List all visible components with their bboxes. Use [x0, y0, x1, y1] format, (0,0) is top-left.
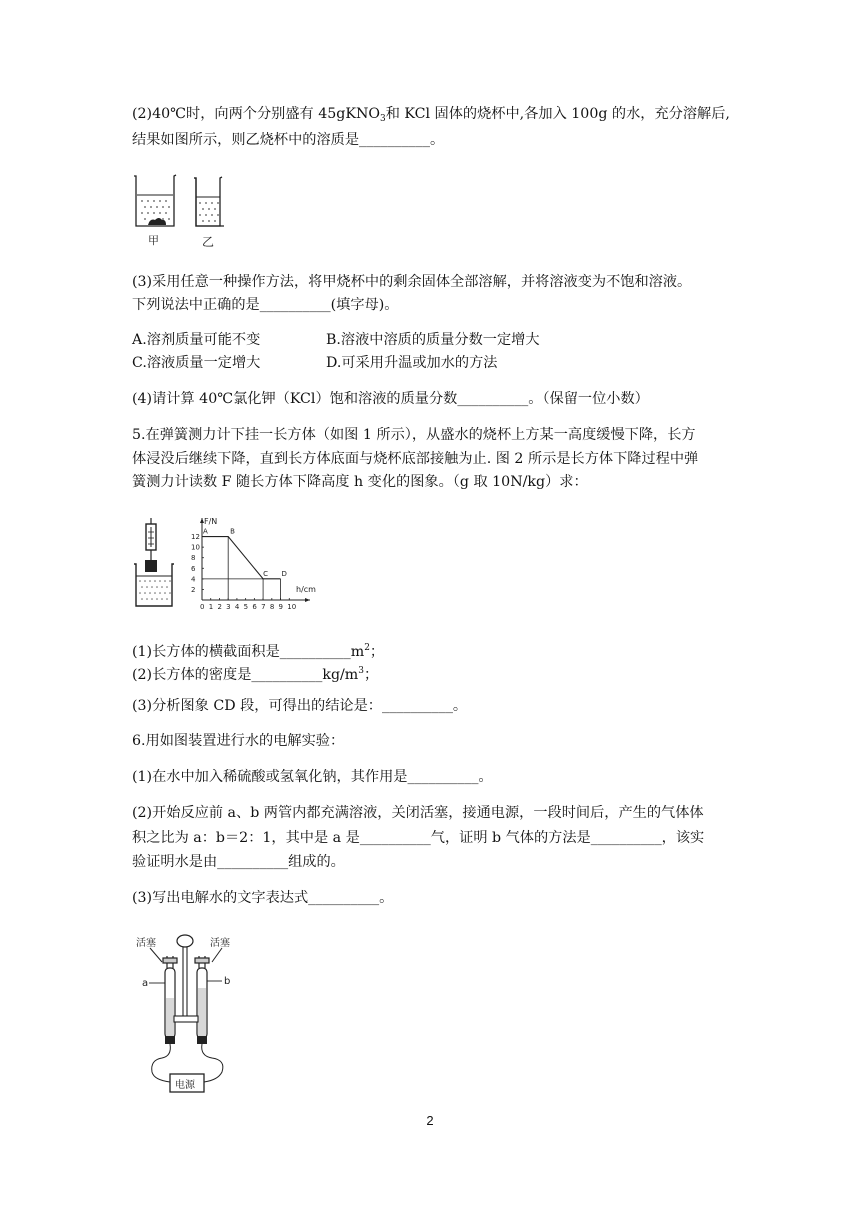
- x-tick-label: 3: [226, 603, 231, 611]
- option-d: D.可采用升温或加水的方法: [326, 355, 498, 371]
- electrode-a: [165, 1036, 175, 1044]
- q5-sub1: (1)长方体的横截面积是$\_\_\_\_\_\_\_\_\_\_m^2$；: [132, 643, 385, 660]
- valve-left-label: 活塞: [136, 938, 156, 949]
- beaker-jia: [134, 175, 176, 226]
- x-axis-arrow: [305, 598, 310, 602]
- y-axis-label: F/N: [204, 517, 218, 526]
- power-label: 电源: [175, 1080, 195, 1091]
- label-jia: 甲: [148, 234, 159, 247]
- valve-right-label: 活塞: [210, 938, 230, 949]
- x-tick-label: 2: [217, 603, 222, 611]
- x-tick-label: 0: [200, 603, 205, 611]
- tube-b-label: b: [224, 976, 231, 987]
- y-tick-label: 8: [191, 554, 196, 563]
- q6-sub1: (1)在水中加入稀硫酸或氢氧化钠，其作用是__________。: [132, 769, 493, 785]
- spring-balance-figure: [132, 518, 184, 610]
- x-tick-label: 8: [269, 603, 275, 611]
- q5-line3: 簧测力计读数 F 随长方体下降高度 h 变化的图象。（g 取 10N/kg）求：: [132, 474, 588, 490]
- y-tick-label: 6: [191, 564, 196, 573]
- electrode-b: [197, 1036, 207, 1044]
- q4-part2-line1: (2)40℃时，向两个分别盛有 45gKNO$_3$和 KCl 固体的烧杯中,各加入 100g 的水，充分溶解后,: [132, 106, 730, 124]
- q6-sub3: (3)写出电解水的文字表达式__________。: [132, 890, 394, 906]
- q6-title: 6.用如图装置进行水的电解实验：: [132, 733, 345, 749]
- wire-left: [152, 1044, 171, 1082]
- force-curve: [202, 537, 281, 579]
- q5-line1: 5.在弹簧测力计下挂一长方体（如图 1 所示），从盛水的烧杯上方某一高度缓慢下降，长方: [132, 427, 696, 443]
- y-tick-label: 2: [191, 585, 196, 594]
- y-tick-label: 12: [191, 533, 200, 542]
- q6-sub2-line2: 积之比为 a：b＝2：1，其中是 a 是__________气，证明 b 气体的方法是__________，该实: [132, 830, 705, 846]
- beakers-figure: [128, 168, 224, 250]
- q4-part3-line1: (3)采用任意一种操作方法，将甲烧杯中的剩余固体全部溶解，并将溶液变为不饱和溶液。: [132, 274, 692, 290]
- x-tick-label: 10: [287, 603, 297, 611]
- q4-part2-line2: 结果如图所示，则乙烧杯中的溶质是__________。: [132, 132, 445, 148]
- point-label-b: B: [230, 527, 235, 536]
- option-b: B.溶液中溶质的质量分数一定增大: [326, 332, 540, 348]
- option-c: C.溶液质量一定增大: [132, 355, 261, 371]
- x-axis-label: h/cm: [296, 585, 316, 594]
- x-tick-label: 1: [208, 603, 214, 611]
- x-tick-label: 7: [261, 603, 266, 611]
- x-tick-label: 4: [234, 603, 240, 611]
- tube-a-label: a: [142, 978, 149, 989]
- x-tick-label: 5: [243, 603, 249, 611]
- point-label-d: D: [281, 569, 287, 578]
- cuboid: [145, 560, 157, 572]
- beaker-yi: [194, 177, 224, 226]
- label-yi: 乙: [202, 235, 215, 249]
- force-height-graph: [190, 514, 330, 612]
- page-number: 2: [426, 1113, 434, 1128]
- q6-sub2-line3: 验证明水是由__________组成的。: [132, 854, 345, 870]
- y-tick-label: 10: [191, 543, 200, 552]
- q5-sub2: (2)长方体的密度是$\_\_\_\_\_\_\_\_\_\_kg/m^3$；: [132, 666, 379, 683]
- option-a: A.溶剂质量可能不变: [132, 332, 261, 348]
- y-tick-label: 4: [191, 575, 196, 584]
- q5-line2: 体浸没后继续下降，直到长方体底面与烧杯底部接触为止. 图 2 所示是长方体下降过程中弹: [132, 451, 699, 467]
- q5-sub3: (3)分析图象 CD 段，可得出的结论是：__________。: [132, 698, 468, 714]
- funnel-bulb: [177, 935, 193, 947]
- x-tick-label: 9: [278, 603, 284, 611]
- q4-part4: (4)请计算 40℃氯化钾（KCl）饱和溶液的质量分数__________。（保留一位小数）: [132, 391, 649, 407]
- q4-part3-line2: 下列说法中正确的是__________(填字母)。: [132, 297, 399, 313]
- wire-right: [202, 1044, 223, 1082]
- electrolysis-apparatus: [132, 928, 250, 1098]
- point-label-a: A: [203, 527, 208, 536]
- x-tick-label: 6: [252, 603, 257, 611]
- point-label-c: C: [263, 569, 268, 578]
- q6-sub2-line1: (2)开始反应前 a、b 两管内都充满溶液，关闭活塞，接通电源，一段时间后，产生的气体体: [132, 805, 704, 821]
